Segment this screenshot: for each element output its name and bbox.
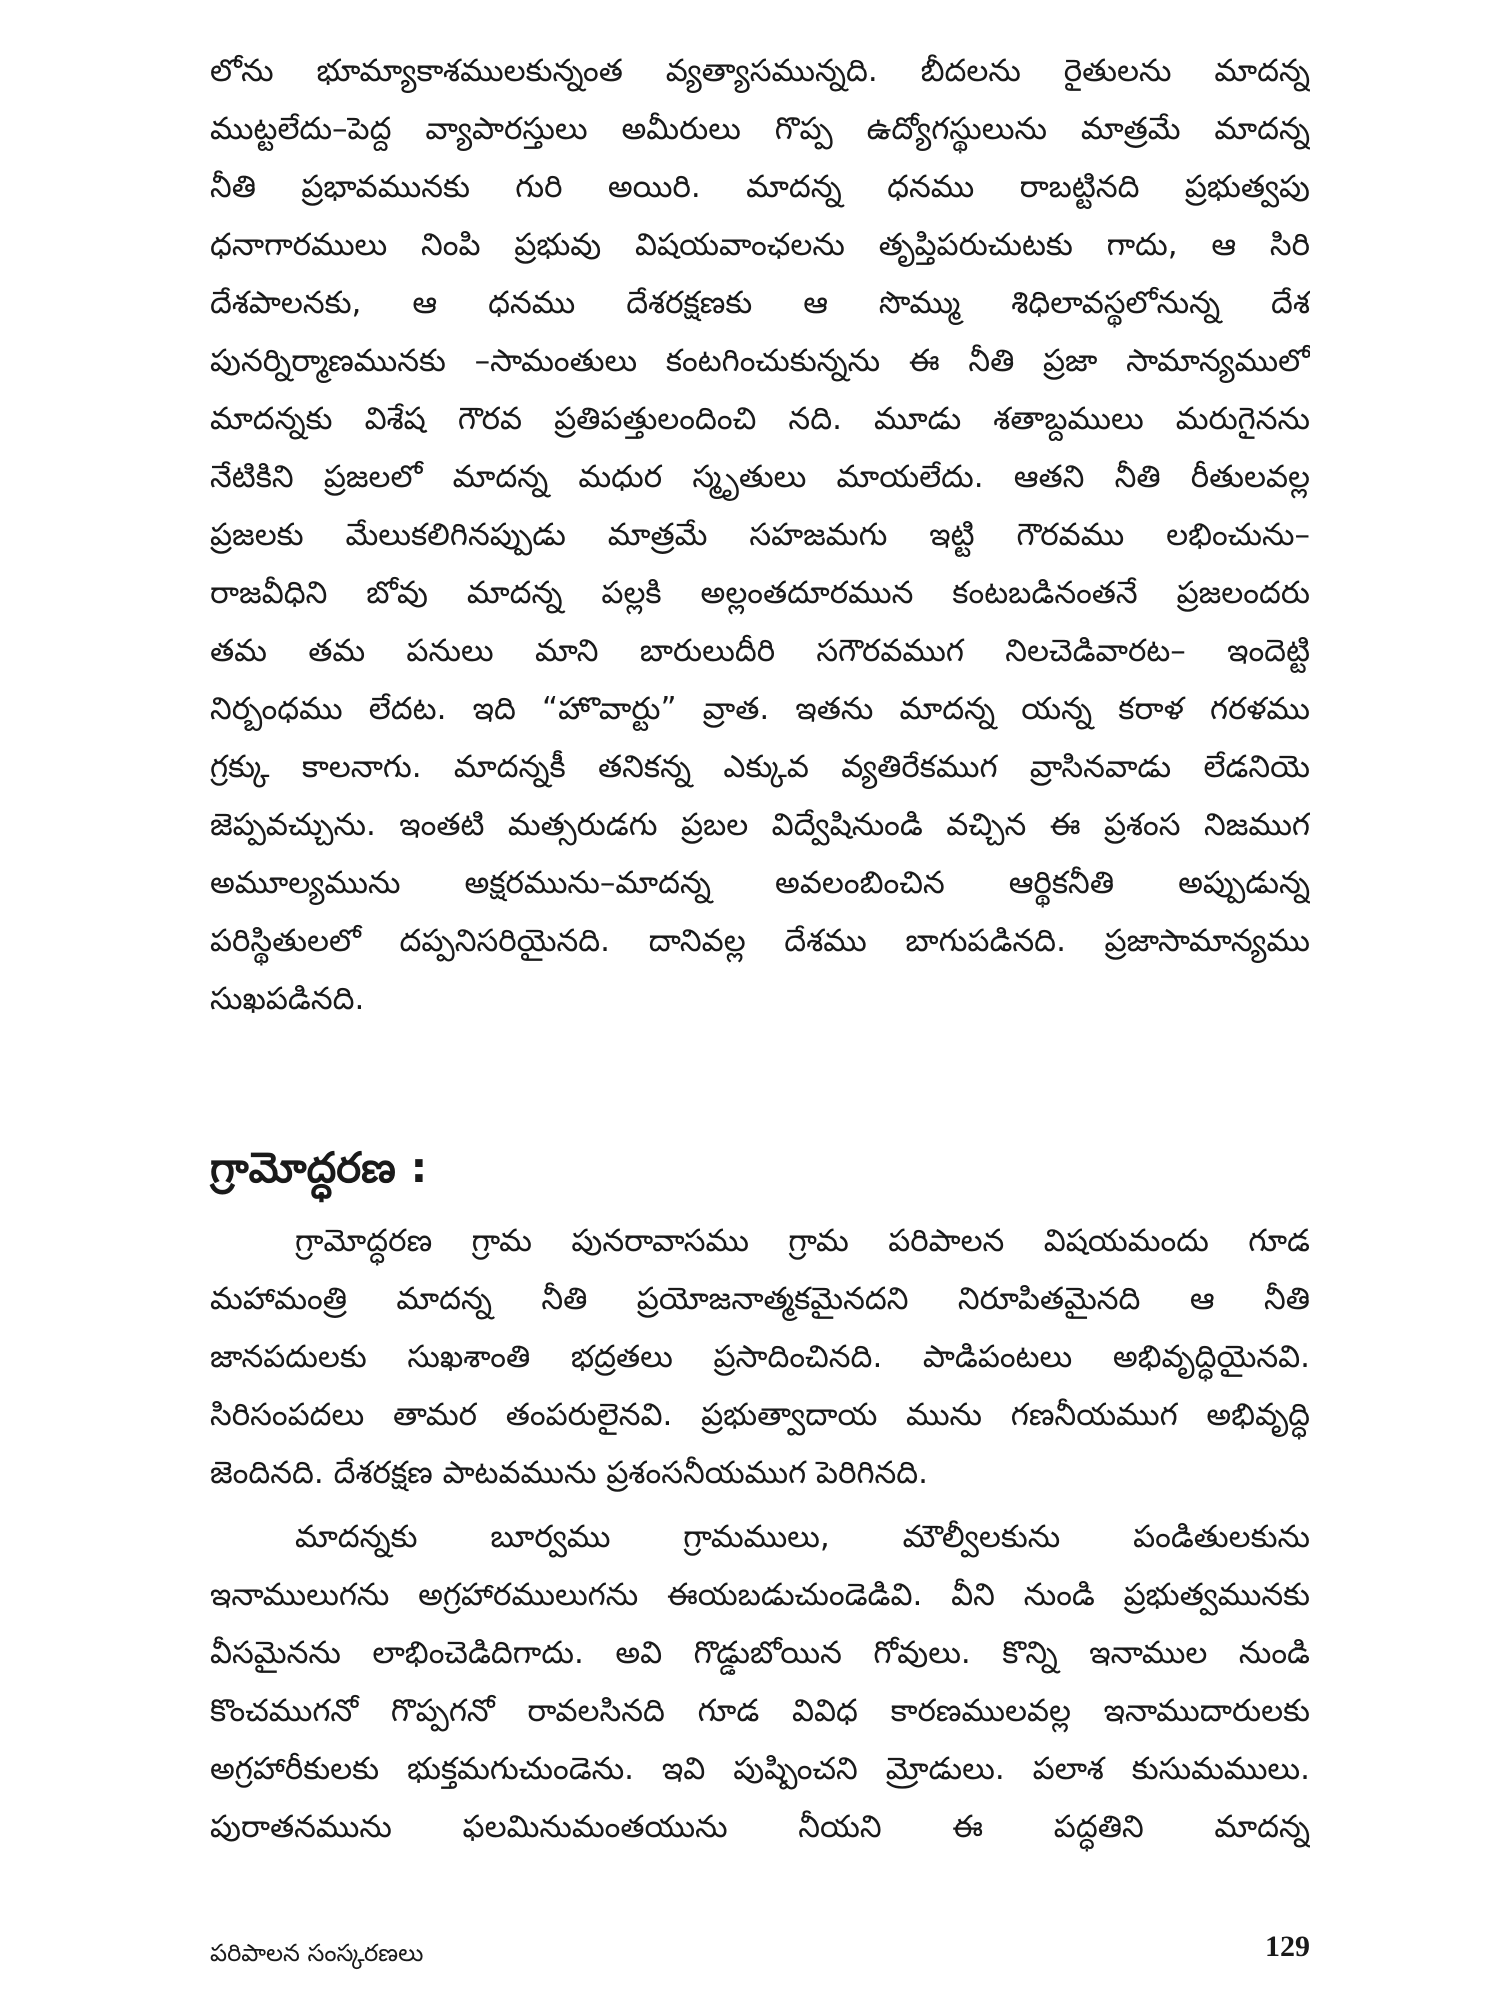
text-line: రాజవీధిని బోవు మాదన్న పల్లకి అల్లంతదూరమున కంటబడినంతనే ప్రజలందరు [210,575,1310,611]
text-line: అగ్రహారీకులకు భుక్తమగుచుండెను. ఇవి పుష్పించని మ్రోడులు. పలాశ కుసుమములు. [210,1751,1310,1787]
page-number: 129 [1265,1930,1310,1963]
text-line: నిర్బంధము లేదట. ఇది “హొవార్టు” వ్రాత. ఇతను మాదన్న యన్న కరాళ గరళము [210,691,1310,727]
text-line: గ్రక్కు కాలనాగు. మాదన్నకీ తనికన్న ఎక్కువ వ్యతిరేకముగ వ్రాసినవాడు లేడనియె [210,749,1310,785]
text-line: అమూల్యమును అక్షరమును–మాదన్న అవలంబించిన ఆర్థికనీతి అప్పుడున్న [210,865,1310,901]
text-line: మాదన్నకు బూర్వము గ్రామములు, మౌల్వీలకును పండితులకును [295,1519,1310,1555]
village-upliftment-paragraph [210,1212,1310,1502]
text-line: మహామంత్రి మాదన్న నీతి ప్రయోజనాత్మకమైనదని నిరూపితమైనది ఆ నీతి [210,1281,1310,1317]
intro-paragraph [210,42,1310,1028]
text-line: నేటికిని ప్రజలలో మాదన్న మధుర స్మృతులు మాయలేదు. ఆతని నీతి రీతులవల్ల [210,459,1310,495]
text-line: వీసమైనను లాభించెడిదిగాదు. అవి గొడ్డుబోయిన గోవులు. కొన్ని ఇనాముల నుండి [210,1635,1310,1671]
text-line: ఇనాములుగను అగ్రహారములుగను ఈయబడుచుండెడివి. వీని నుండి ప్రభుత్వమునకు [210,1577,1310,1613]
text-line: పరిస్థితులలో దప్పనిసరియైనది. దానివల్ల దేశము బాగుపడినది. ప్రజాసామాన్యము [210,923,1310,959]
text-line: గ్రామోద్ధరణ గ్రామ పునరావాసము గ్రామ పరిపాలన విషయమందు గూడ [295,1223,1310,1259]
section-heading: గ్రామోద్ధరణ : [210,1143,428,1192]
text-line: కొంచముగనో గొప్పగనో రావలసినది గూడ వివిధ కారణములవల్ల ఇనాముదారులకు [210,1693,1310,1729]
text-line: పునర్నిర్మాణమునకు –సామంతులు కంటగించుకున్నను ఈ నీతి ప్రజా సామాన్యములో [210,343,1310,379]
inam-lands-paragraph [210,1508,1310,1856]
text-line: మాదన్నకు విశేష గౌరవ ప్రతిపత్తులందించి నది. మూడు శతాబ్దములు మరుగైనను [210,401,1310,437]
text-line: తమ తమ పనులు మాని బారులుదీరి సగౌరవముగ నిలచెడివారట– ఇందెట్టి [210,633,1310,669]
text-line: సిరిసంపదలు తామర తంపరులైనవి. ప్రభుత్వాదాయ మును గణనీయముగ అభివృద్ధి [210,1397,1310,1433]
text-line: ధనాగారములు నింపి ప్రభువు విషయవాంఛలను తృప్తిపరుచుటకు గాదు, ఆ సిరి [210,227,1310,263]
text-line: లోను భూమ్యాకాశములకున్నంత వ్యత్యాసమున్నది. బీదలను రైతులను మాదన్న [210,53,1310,89]
text-line: నీతి ప్రభావమునకు గురి అయిరి. మాదన్న ధనము రాబట్టినది ప్రభుత్వపు [210,169,1310,205]
text-line: సుఖపడినది. [210,981,365,1017]
text-line: ప్రజలకు మేలుకలిగినప్పుడు మాత్రమే సహజమగు ఇట్టి గౌరవము లభించును– [210,517,1310,553]
text-line: జెప్పవచ్చును. ఇంతటి మత్సరుడగు ప్రబల విద్వేషినుండి వచ్చిన ఈ ప్రశంస నిజముగ [210,807,1310,843]
text-line: దేశపాలనకు, ఆ ధనము దేశరక్షణకు ఆ సొమ్ము శిధిలావస్థలోనున్న దేశ [210,285,1310,321]
text-line: పురాతనమును ఫలమినుమంతయును నీయని ఈ పద్ధతిని మాదన్న [210,1809,1310,1845]
text-line: జానపదులకు సుఖశాంతి భద్రతలు ప్రసాదించినది. పాడిపంటలు అభివృద్ధియైనవి. [210,1339,1310,1375]
running-footer-title: పరిపాలన సంస్కరణలు [210,1939,424,1967]
text-line: జెందినది. దేశరక్షణ పాటవమును ప్రశంసనీయముగ పెరిగినది. [210,1455,929,1491]
text-line: ముట్టలేదు–పెద్ద వ్యాపారస్తులు అమీరులు గొప్ప ఉద్యోగస్థులును మాత్రమే మాదన్న [210,111,1310,147]
